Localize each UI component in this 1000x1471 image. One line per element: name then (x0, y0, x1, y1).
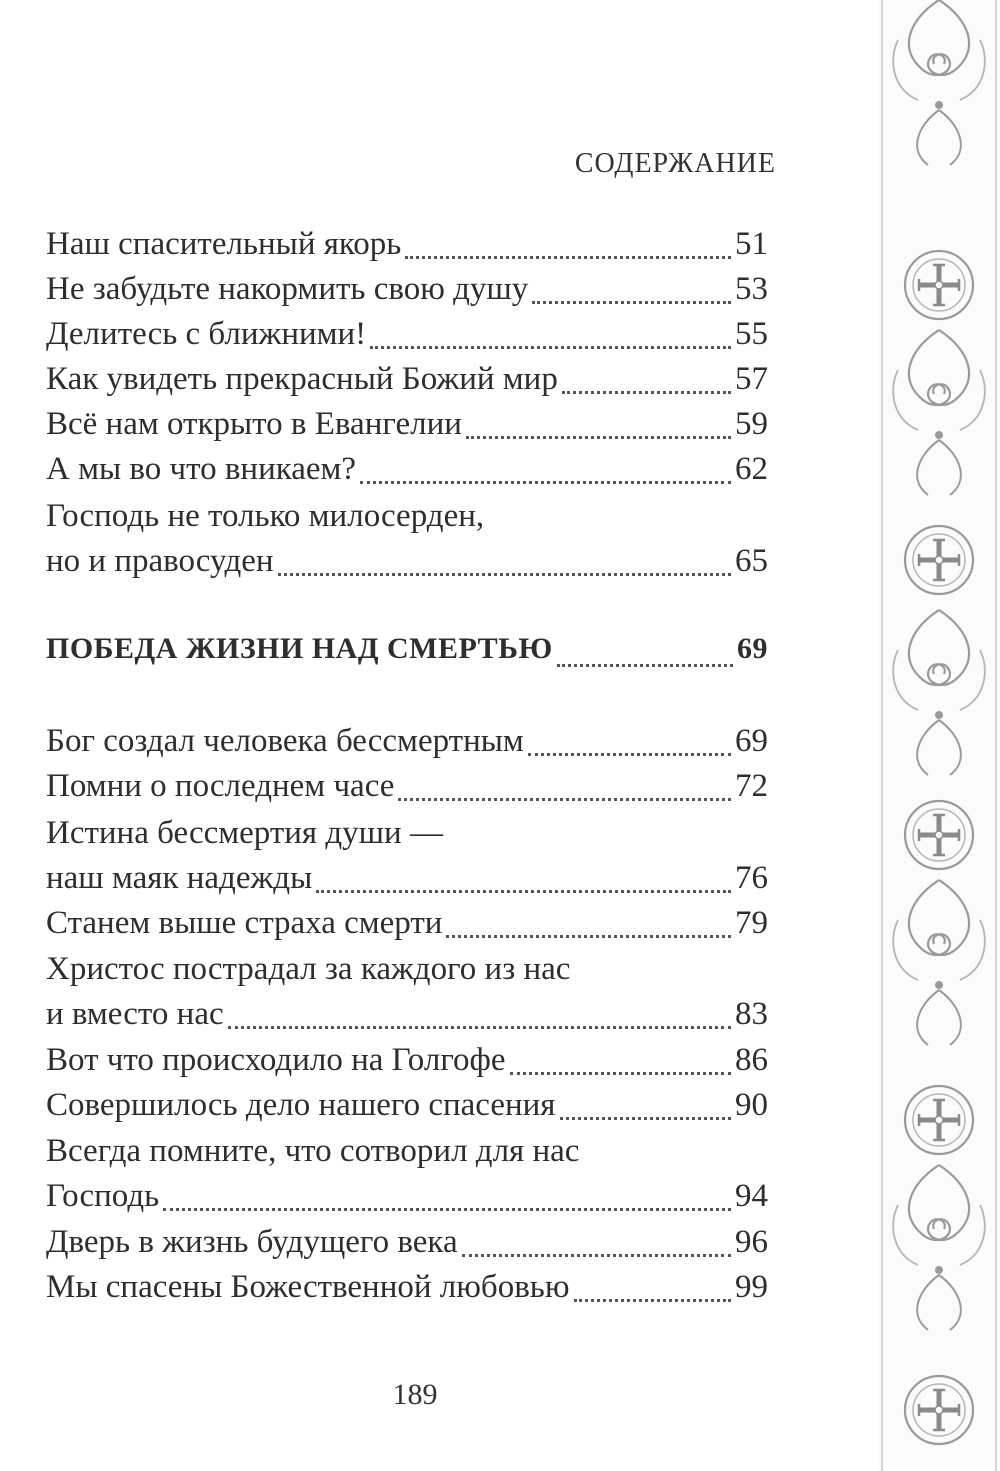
toc-entry[interactable] (46, 723, 768, 768)
toc-entry-page: 53 (735, 271, 768, 307)
toc-entry-title: Как увидеть прекрасный Божий мир (46, 361, 558, 397)
dot-leader (532, 299, 731, 304)
toc-entry-title: Станем выше страха смерти (46, 905, 443, 941)
toc-entry-title: наш маяк надежды (46, 860, 313, 896)
toc-entry-page: 83 (735, 996, 768, 1032)
toc-entry[interactable] (46, 1224, 768, 1269)
toc-entry-page: 51 (735, 226, 768, 262)
toc-entry[interactable] (46, 768, 768, 813)
dot-leader (562, 389, 731, 394)
toc-entry[interactable] (46, 498, 768, 588)
dot-leader (163, 1206, 731, 1211)
toc-entry[interactable] (46, 1269, 768, 1314)
toc-entry[interactable] (46, 1042, 768, 1087)
toc-entry-page: 65 (735, 543, 768, 579)
toc-section-heading[interactable] (46, 632, 768, 677)
toc-entry[interactable] (46, 316, 768, 361)
toc-entry-title-line1: Господь не только милосерден, (46, 498, 485, 534)
toc-entry-title: Не забудьте накормить свою душу (46, 271, 529, 307)
toc-entry-title: Мы спасены Божественной любовью (46, 1269, 570, 1305)
toc-entry-page: 55 (735, 316, 768, 352)
toc-entry[interactable] (46, 406, 768, 451)
toc-entry-title: Совершилось дело нашего спасения (46, 1087, 556, 1123)
toc-entry-title: Всё нам открыто в Евангелии (46, 406, 462, 442)
toc-entry[interactable] (46, 271, 768, 316)
toc-entry[interactable] (46, 1133, 768, 1223)
toc-entry-page: 79 (735, 905, 768, 941)
toc-entry-page: 59 (735, 406, 768, 442)
dot-leader (528, 751, 731, 756)
toc-entry-title: Вот что происходило на Голгофе (46, 1042, 506, 1078)
toc-entry[interactable] (46, 1087, 768, 1132)
dot-leader (398, 796, 731, 801)
toc-entry[interactable] (46, 815, 768, 905)
toc-entry-title: Делитесь с ближними! (46, 316, 367, 352)
toc-entry[interactable] (46, 226, 768, 271)
dot-leader (228, 1024, 731, 1029)
dot-leader (316, 888, 731, 893)
toc-entry-title-line1: Христос пострадал за каждого из нас (46, 951, 571, 987)
toc-entry-page: 57 (735, 361, 768, 397)
toc-entry-title: Господь (46, 1178, 160, 1214)
dot-leader (560, 1115, 732, 1120)
dot-leader (405, 254, 731, 259)
toc-entry-title: Помни о последнем часе (46, 768, 395, 804)
toc-entry-page: 76 (735, 860, 768, 896)
toc-entry-title: Наш спасительный якорь (46, 226, 402, 262)
toc-entry[interactable] (46, 951, 768, 1041)
toc-entry[interactable] (46, 361, 768, 406)
toc-entry-page: 69 (735, 723, 768, 759)
toc-entry-page: 94 (735, 1178, 768, 1214)
toc-entry-title: и вместо нас (46, 996, 224, 1032)
section-title: ПОБЕДА ЖИЗНИ НАД СМЕРТЬЮ (46, 632, 553, 665)
dot-leader (574, 1297, 732, 1302)
toc-entry-page: 72 (735, 768, 768, 804)
toc-entry[interactable] (46, 451, 768, 496)
dot-leader (466, 434, 731, 439)
toc-entry-page: 62 (735, 451, 768, 487)
toc-entry-page: 99 (735, 1269, 768, 1305)
dot-leader (370, 344, 731, 349)
page-number: 189 (392, 1378, 438, 1411)
toc-entry-title-line1: Всегда помните, что сотворил для нас (46, 1133, 580, 1169)
toc-entry-page: 90 (735, 1087, 768, 1123)
dot-leader (510, 1070, 731, 1075)
ornamental-border-icon (878, 0, 1000, 1471)
section-page: 69 (737, 632, 768, 665)
toc-entry-title-line1: Истина бессмертия души — (46, 815, 443, 851)
toc-entry[interactable] (46, 905, 768, 950)
toc-entry-page: 86 (735, 1042, 768, 1078)
toc-entry-title: Дверь в жизнь будущего века (46, 1224, 458, 1260)
dot-leader (446, 933, 731, 938)
dot-leader (557, 662, 733, 667)
toc-entry-page: 96 (735, 1224, 768, 1260)
toc-entry-title: но и правосуден (46, 543, 274, 579)
toc-entry-title: А мы во что вникаем? (46, 451, 357, 487)
page-title: СОДЕРЖАНИЕ (574, 148, 776, 179)
dot-leader (278, 571, 731, 576)
toc-entry-title: Бог создал человека бессмертным (46, 723, 524, 759)
dot-leader (462, 1252, 731, 1257)
dot-leader (360, 479, 731, 484)
